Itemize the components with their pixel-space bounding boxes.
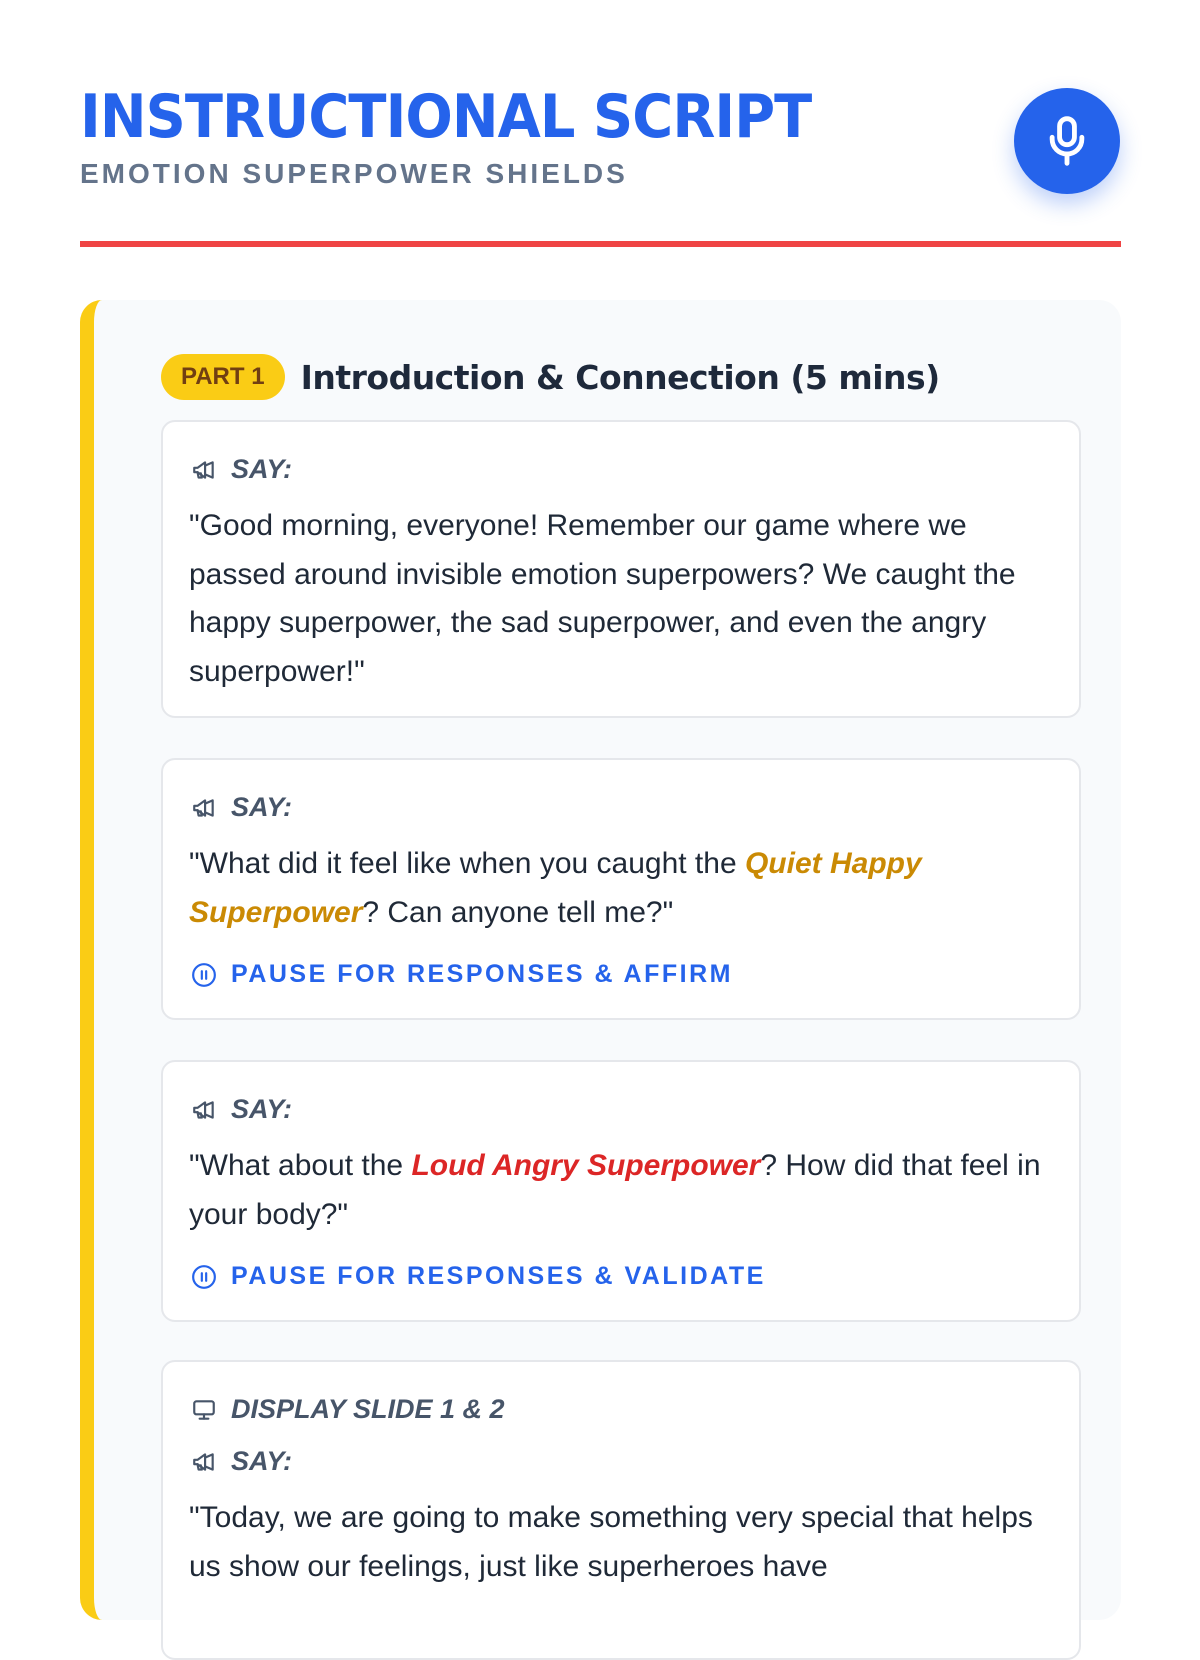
microphone-icon: [1044, 115, 1090, 167]
pause-cue: [191, 960, 733, 989]
pause-cue: [191, 1262, 766, 1291]
display-cue: [191, 1394, 505, 1425]
page-header: [80, 82, 1120, 190]
say-label: SAY:: [231, 1094, 293, 1124]
say-cue: [191, 792, 292, 823]
megaphone-icon: [191, 457, 217, 483]
microphone-button[interactable]: [1014, 88, 1120, 194]
text-segment: ? Can anyone tell me?": [362, 895, 674, 929]
text-segment: "What did it feel like when you caught the: [189, 847, 745, 880]
part-badge: PART 1: [161, 354, 285, 400]
script-text: [189, 840, 1049, 937]
say-label: SAY:: [231, 454, 293, 484]
display-label: DISPLAY SLIDE 1 & 2: [231, 1394, 505, 1424]
say-cue: [191, 1094, 292, 1125]
script-card-3: [161, 1060, 1081, 1322]
script-card-2: [161, 758, 1081, 1020]
say-cue: [191, 1446, 292, 1477]
pause-circle-icon: [191, 962, 217, 988]
megaphone-icon: [191, 795, 217, 821]
monitor-icon: [191, 1397, 217, 1423]
text-segment: ? How did that feel in your body?": [189, 1149, 1041, 1231]
part-title: Introduction & Connection (5 mins): [300, 357, 940, 397]
say-label: SAY:: [231, 1446, 293, 1476]
page-subtitle: EMOTION SUPERPOWER SHIELDS: [80, 158, 628, 189]
script-card-1: [161, 420, 1081, 718]
script-text: "Good morning, everyone! Remember our game where we passed around invisible emotion superpowers? We caught the happy superpower, the sad superpower, and even the angry superpower!": [189, 509, 1016, 688]
text-segment: "What about the: [189, 1149, 412, 1182]
say-cue: [191, 454, 292, 485]
part-1-section: [80, 300, 1121, 1620]
page-title: INSTRUCTIONAL SCRIPT: [80, 82, 812, 152]
pause-label: PAUSE FOR RESPONSES & VALIDATE: [231, 1262, 766, 1290]
emotion-highlight: Loud Angry Superpower: [411, 1149, 761, 1182]
script-card-4: [161, 1360, 1081, 1660]
megaphone-icon: [191, 1449, 217, 1475]
pause-circle-icon: [191, 1264, 217, 1290]
header-divider: [80, 241, 1121, 247]
pause-label: PAUSE FOR RESPONSES & AFFIRM: [231, 960, 733, 988]
say-label: SAY:: [231, 792, 293, 822]
emotion-highlight: Quiet Happy Superpower: [189, 847, 922, 929]
script-text: "Today, we are going to make something very special that helps us show our feelings, just like superheroes have: [189, 1501, 1033, 1583]
script-text: [189, 1142, 1049, 1239]
megaphone-icon: [191, 1097, 217, 1123]
part-header: [161, 354, 940, 400]
